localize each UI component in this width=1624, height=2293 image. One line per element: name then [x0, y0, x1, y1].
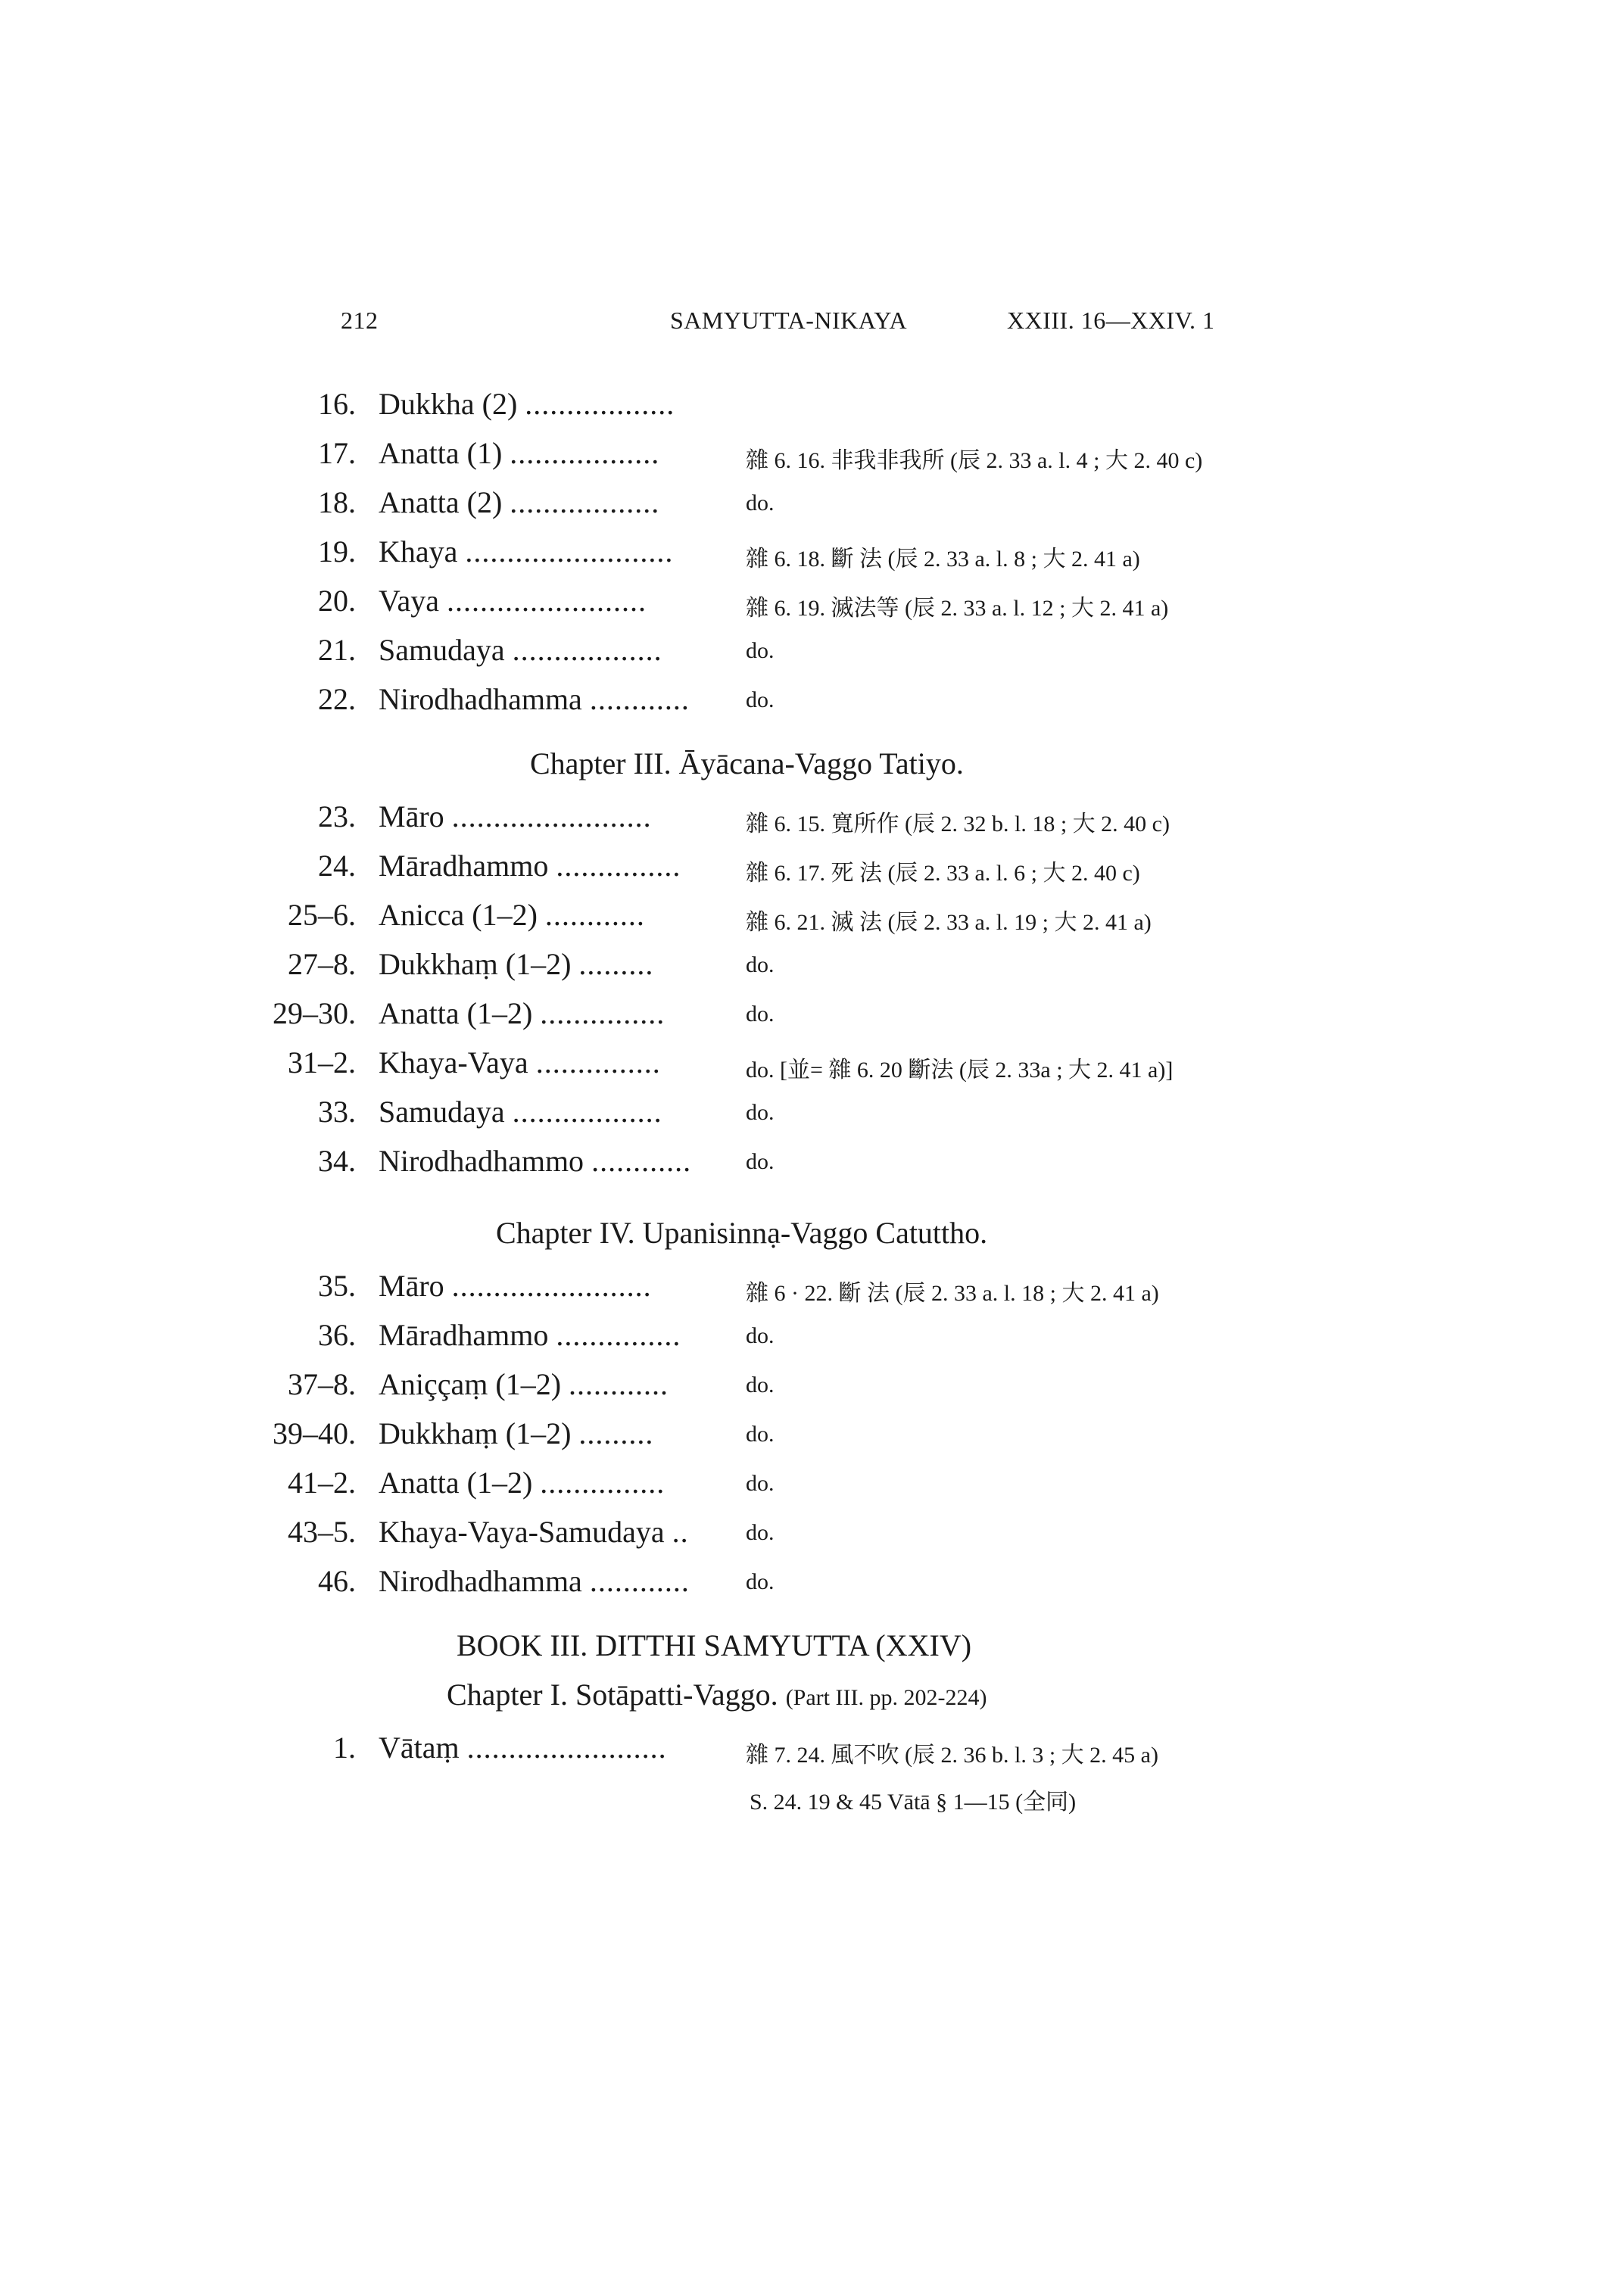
entry-title-text: Nirodhadhamma [379, 1564, 582, 1598]
entry-reference: 雜 6. 21. 滅 法 (辰 2. 33 a. l. 19 ; 大 2. 41 a) [746, 910, 1152, 935]
entry-number: 35. [318, 1269, 356, 1303]
entry-title [379, 1730, 667, 1765]
entry-reference: do. [746, 687, 775, 712]
entry-number: 19. [318, 534, 356, 569]
dot-leader: .................. [512, 1095, 662, 1129]
entry-number: 18. [318, 485, 356, 519]
entry-reference: 雜 6. 18. 斷 法 (辰 2. 33 a. l. 8 ; 大 2. 41 a) [746, 547, 1140, 572]
chapter-iii-heading: Chapter III. Āyācana-Vaggo Tatiyo. [530, 746, 964, 780]
entry-reference: 雜 6. 19. 滅法等 (辰 2. 33 a. l. 12 ; 大 2. 41 a) [746, 596, 1169, 621]
dot-leader: ............ [589, 1564, 690, 1598]
entry-number: 41–2. [288, 1466, 356, 1500]
entry-reference: 雜 6 · 22. 斷 法 (辰 2. 33 a. l. 18 ; 大 2. 41 a) [746, 1281, 1159, 1306]
entry-title [379, 1416, 653, 1451]
entry-number: 17. [318, 436, 356, 470]
entry-title-text: Khaya-Vaya-Samudaya [379, 1515, 665, 1549]
entry-reference: do. [746, 1372, 775, 1397]
entry-title-text: Māro [379, 799, 444, 833]
entry-title [379, 1268, 652, 1304]
entry-number: 39–40. [273, 1416, 356, 1450]
entry-title-text: Māro [379, 1269, 444, 1303]
book-iii-chapter-heading [447, 1677, 987, 1712]
entry-number: 27–8. [288, 947, 356, 981]
dot-leader: ............ [544, 898, 645, 932]
dot-leader: ............ [591, 1144, 692, 1178]
entry-title-text: Khaya [379, 534, 458, 569]
entry-title-text: Vaya [379, 584, 439, 618]
entry-number: 43–5. [288, 1515, 356, 1549]
entry-title [379, 1317, 681, 1353]
entry-reference: do. [並= 雜 6. 20 斷法 (辰 2. 33a ; 大 2. 41 a)] [746, 1058, 1174, 1083]
entry-title [379, 897, 645, 933]
entry-title-text: Nirodhadhammo [379, 1144, 584, 1178]
entry-title-text: Anatta (1) [379, 436, 503, 470]
dot-leader: ............... [540, 1466, 665, 1500]
entry-reference: do. [746, 1422, 775, 1447]
dot-leader: ............ [589, 682, 690, 716]
entry-reference: 雜 7. 24. 風不吹 (辰 2. 36 b. l. 3 ; 大 2. 45 a) [746, 1743, 1158, 1768]
dot-leader: ........................ [446, 584, 647, 618]
entry-title-text: Samudaya [379, 1095, 505, 1129]
entry-title [379, 995, 665, 1031]
dot-leader: ............ [569, 1367, 669, 1401]
entry-number: 37–8. [288, 1367, 356, 1401]
dot-leader: ........................ [451, 1269, 652, 1303]
entry-title-text: Dukkhaṃ (1–2) [379, 1416, 572, 1450]
dot-leader: ........................ [466, 1731, 667, 1765]
footnote: S. 24. 19 & 45 Vātā § 1—15 (全同) [750, 1790, 1077, 1815]
entry-title-text: Aniççaṃ (1–2) [379, 1367, 562, 1401]
entry-reference: do. [746, 1471, 775, 1496]
entry-reference: do. [746, 1002, 775, 1027]
entry-number: 21. [318, 633, 356, 667]
part-reference-note: (Part III. pp. 202-224) [785, 1685, 987, 1710]
entry-reference: do. [746, 1149, 775, 1174]
entry-title [379, 1366, 669, 1402]
entry-title-text: Dukkhaṃ (1–2) [379, 947, 572, 981]
entry-title-text: Samudaya [379, 633, 505, 667]
running-title: SAMYUTTA-NIKAYA [670, 307, 908, 334]
entry-title [379, 435, 659, 471]
entry-reference: do. [746, 1569, 775, 1594]
entry-title [379, 583, 647, 618]
entry-title-text: Anatta (1–2) [379, 996, 533, 1030]
entry-number: 33. [318, 1095, 356, 1129]
entry-reference: do. [746, 1323, 775, 1348]
dot-leader: ............... [535, 1045, 661, 1080]
entry-number: 36. [318, 1318, 356, 1352]
dot-leader: ........................ [451, 799, 652, 833]
entry-number: 22. [318, 682, 356, 716]
section-range: XXIII. 16—XXIV. 1 [1007, 307, 1215, 334]
entry-reference: do. [746, 952, 775, 977]
dot-leader: ............... [540, 996, 665, 1030]
entry-reference: do. [746, 1100, 775, 1125]
entry-title [379, 632, 662, 668]
entry-number: 25–6. [288, 898, 356, 932]
dot-leader: ......... [578, 947, 654, 981]
entry-title-text: Māradhammo [379, 1318, 549, 1352]
dot-leader: ............... [556, 849, 681, 883]
dot-leader: ............... [556, 1318, 681, 1352]
entry-title-text: Nirodhadhamma [379, 682, 582, 716]
entry-title-text: Anatta (1–2) [379, 1466, 533, 1500]
dot-leader: .................. [510, 485, 660, 519]
entry-title [379, 1465, 665, 1500]
entry-number: 31–2. [288, 1045, 356, 1080]
entry-reference: 雜 6. 15. 寬所作 (辰 2. 32 b. l. 18 ; 大 2. 40 c) [746, 812, 1170, 837]
entry-title [379, 848, 681, 883]
entry-title-text: Khaya-Vaya [379, 1045, 528, 1080]
entry-title [379, 1045, 661, 1080]
entry-reference: 雜 6. 17. 死 法 (辰 2. 33 a. l. 6 ; 大 2. 40 c) [746, 861, 1140, 886]
entry-number: 23. [318, 799, 356, 833]
entry-number: 29–30. [273, 996, 356, 1030]
dot-leader: .................. [525, 387, 675, 421]
entry-title-text: Vātaṃ [379, 1731, 460, 1765]
entry-title [379, 681, 690, 717]
entry-reference: 雜 6. 16. 非我非我所 (辰 2. 33 a. l. 4 ; 大 2. 40 c) [746, 448, 1203, 473]
entry-title-text: Dukkha (2) [379, 387, 518, 421]
entry-number: 46. [318, 1564, 356, 1598]
chapter-i-title: Chapter I. Sotāpatti-Vaggo. [447, 1678, 778, 1712]
entry-number: 34. [318, 1144, 356, 1178]
dot-leader: .................. [510, 436, 660, 470]
entry-title [379, 386, 675, 422]
entry-title [379, 799, 652, 834]
entry-title [379, 484, 659, 520]
dot-leader: .. [672, 1515, 689, 1549]
entry-reference: do. [746, 1520, 775, 1545]
entry-title [379, 1094, 662, 1129]
dot-leader: ......................... [465, 534, 674, 569]
entry-title [379, 534, 673, 569]
page-number: 212 [341, 307, 379, 334]
entry-title [379, 1514, 689, 1550]
book-iii-heading: BOOK III. DITTHI SAMYUTTA (XXIV) [457, 1628, 972, 1662]
entry-number: 1. [333, 1731, 356, 1765]
entry-reference: do. [746, 638, 775, 663]
entry-title-text: Anatta (2) [379, 485, 503, 519]
entry-number: 24. [318, 849, 356, 883]
chapter-iv-heading: Chapter IV. Upanisinnạ-Vaggo Catuttho. [496, 1216, 988, 1250]
entry-reference: do. [746, 491, 775, 516]
dot-leader: .................. [512, 633, 662, 667]
entry-title-text: Anicca (1–2) [379, 898, 538, 932]
entry-number: 16. [318, 387, 356, 421]
entry-title-text: Māradhammo [379, 849, 549, 883]
dot-leader: ......... [578, 1416, 654, 1450]
entry-number: 20. [318, 584, 356, 618]
entry-title [379, 1143, 691, 1179]
entry-title [379, 946, 653, 982]
entry-title [379, 1563, 690, 1599]
